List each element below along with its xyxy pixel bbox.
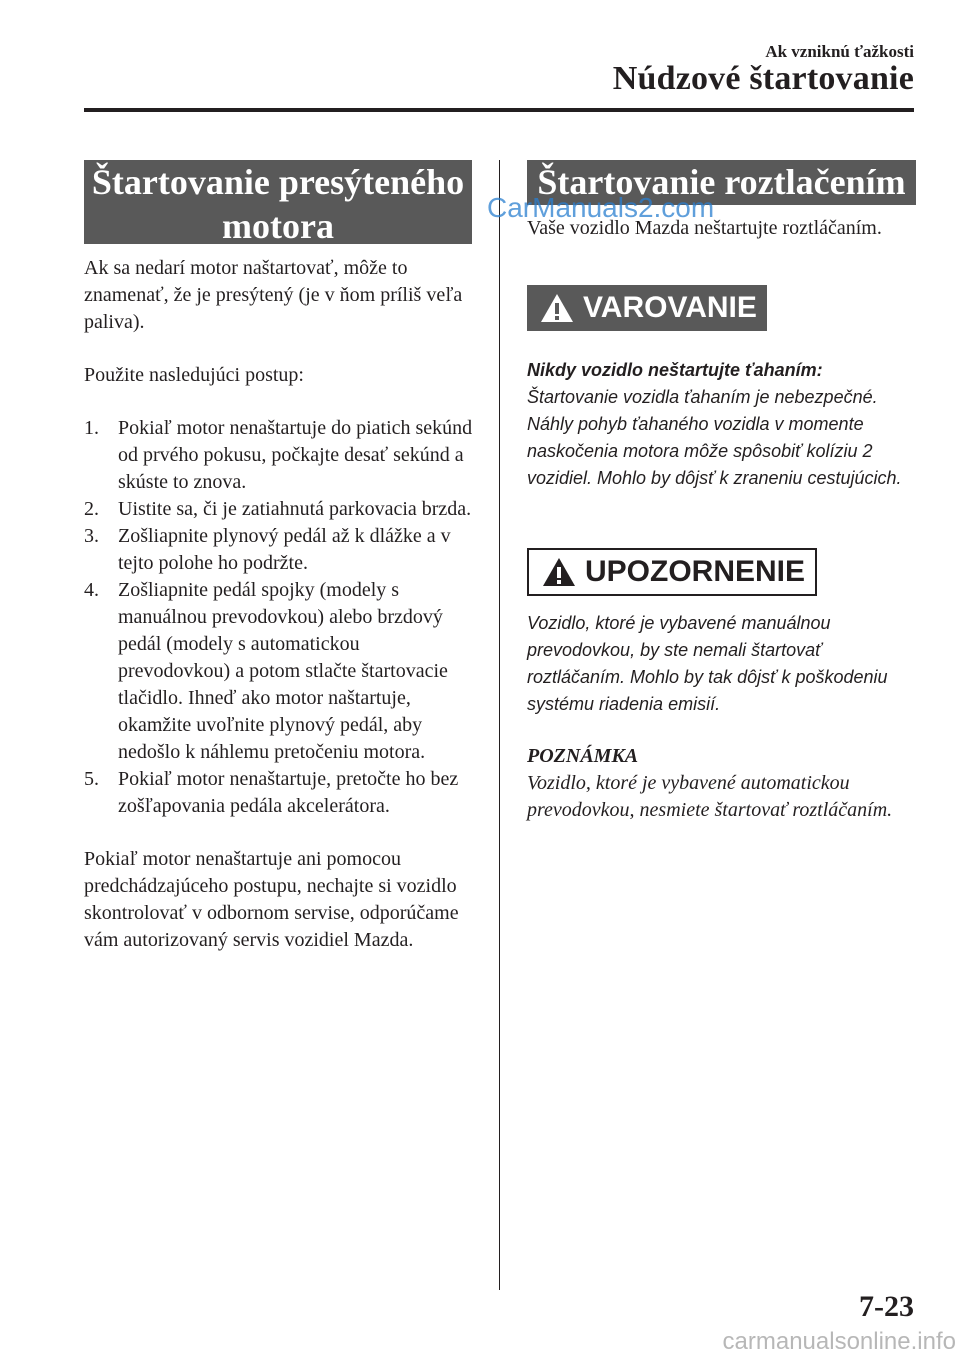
steps-list (84, 415, 474, 820)
step-text: Pokiaľ motor nenaštartuje do piatich sekúnd od prvého pokusu, počkajte desať sekúnd a skúste to znova. (118, 417, 473, 493)
watermark-top: CarManuals2.com (487, 192, 715, 223)
step-text: Pokiaľ motor nenaštartuje, pretočte ho bez zošľapovania pedála akcelerátora. (118, 768, 459, 817)
warning-text (527, 357, 917, 492)
step-item (84, 496, 474, 523)
step-text: Uistite sa, či je zatiahnutá parkovacia brzda. (118, 498, 472, 520)
warning-body: Štartovanie vozidla ťahaním je nebezpečné. Náhly pohyb ťahaného vozidla v momente naskočenia motora môže spôsobiť kolíziu 2 vozidiel. Mohlo by dôjsť k zraneniu cestujúcich. (527, 387, 902, 488)
left-banner-line2: motora (222, 206, 334, 246)
warning-label (527, 285, 767, 331)
step-text: Zošliapnite pedál spojky (modely s manuálnou prevodovkou) alebo brzdový pedál (modely s automatickou prevodovkou) a potom stlačte štartovacie tlačidlo. Ihneď ako motor naštartuje, okamžite uvoľnite plynový pedál, aby nedošlo k náhlemu pretočeniu motora. (118, 579, 448, 763)
warning-label-text: VAROVANIE (583, 291, 757, 324)
step-text: Zošliapnite plynový pedál až k dlážke a v tejto polohe ho podržte. (118, 525, 451, 574)
step-number: 2. (84, 498, 99, 520)
section-kicker: Ak vzniknú ťažkosti (765, 42, 914, 61)
note-body: Vozidlo, ktoré je vybavené automatickou prevodovkou, nesmiete štartovať roztláčaním. (527, 772, 893, 821)
note-heading: POZNÁMKA (527, 745, 639, 767)
left-column (84, 255, 474, 980)
caution-triangle-icon (541, 556, 577, 588)
note-block (527, 743, 917, 824)
step-number: 5. (84, 768, 99, 790)
step-number: 3. (84, 525, 99, 547)
left-banner-line1: Štartovanie presýteného (91, 162, 465, 202)
header-rule (84, 108, 914, 112)
procedure-lead: Použite nasledujúci postup: (84, 364, 304, 386)
right-intro: Vaše vozidlo Mazda neštartujte roztláčaním. (527, 217, 882, 239)
warning-triangle-icon (539, 292, 575, 324)
step-item (84, 577, 474, 766)
caution-label (527, 548, 817, 596)
left-section-banner (84, 160, 472, 244)
step-item (84, 766, 474, 820)
watermark-bottom: carmanualsonline.info (722, 1328, 956, 1355)
caution-body: Vozidlo, ktoré je vybavené manuálnou prevodovkou, by ste nemali štartovať roztláčaním. Mohlo by tak dôjsť k poškodeniu systému riadenia emisií. (527, 613, 888, 714)
caution-label-text: UPOZORNENIE (585, 555, 806, 588)
step-number: 4. (84, 579, 99, 601)
closing-paragraph: Pokiaľ motor nenaštartuje ani pomocou predchádzajúceho postupu, nechajte si vozidlo skontrolovať v odbornom servise, odporúčame vám autorizovaný servis vozidiel Mazda. (84, 848, 459, 951)
right-section-banner: Štartovanie roztlačením (527, 160, 916, 205)
column-divider (499, 160, 500, 1290)
page-number: 7-23 (859, 1290, 914, 1323)
section-title: Núdzové štartovanie (612, 60, 914, 97)
intro-paragraph: Ak sa nedarí motor naštartovať, môže to znamenať, že je presýtený (je v ňom príliš veľa paliva). (84, 257, 463, 333)
step-number: 1. (84, 417, 99, 439)
step-item (84, 415, 474, 496)
warning-heading: Nikdy vozidlo neštartujte ťahaním: (527, 360, 823, 380)
step-item (84, 523, 474, 577)
